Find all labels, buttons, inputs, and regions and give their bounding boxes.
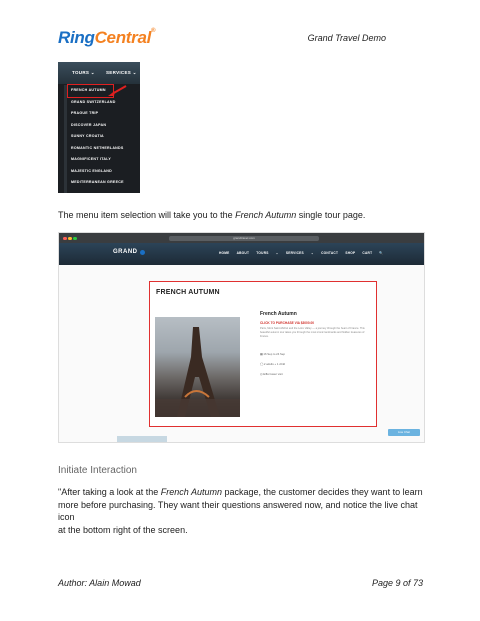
- paragraph-line-1: "After taking a look at the French Autumn package, the customer decides they want to learn: [58, 487, 423, 497]
- paragraph-intro: The menu item selection will take you to the French Autumn single tour page.: [58, 210, 366, 220]
- eiffel-tower-icon: [155, 317, 240, 417]
- menu-item-french-autumn[interactable]: FRENCH AUTUMN: [68, 85, 113, 97]
- person-icon: ◯: [260, 362, 264, 366]
- paragraph-interaction: [58, 486, 428, 536]
- tab-tours[interactable]: TOURS ⌄: [72, 70, 95, 75]
- ringcentral-logo: RingCentral®: [58, 28, 156, 47]
- tour-content-card: [149, 281, 377, 427]
- tour-people: ◯ 2 adults + 1 child: [260, 362, 285, 366]
- brand-logo-icon: [140, 250, 145, 255]
- site-navbar: [59, 243, 424, 265]
- menu-strip: [64, 85, 67, 193]
- website-screenshot: [58, 232, 425, 443]
- page-heading: FRENCH AUTUMN: [156, 289, 220, 296]
- calendar-icon: ▦: [260, 352, 264, 356]
- tour-dates: ▦ 16 Sep to 24 Sep: [260, 352, 286, 356]
- eiffel-tower-photo: [155, 317, 240, 417]
- menu-item-sunny-croatia[interactable]: SUNNY CROATIA: [71, 134, 104, 138]
- section-heading: Initiate Interaction: [58, 465, 137, 476]
- tour-highlight: ◎ Eiffel tower visit: [260, 372, 283, 376]
- maximize-dot-icon: [73, 237, 77, 241]
- location-icon: ◎: [260, 372, 264, 376]
- tour-description: Paris, Mont Saint-Michel and the Loire Valley — a journey through the heart of France. This beautiful autumn tour takes you through the most iconic landmarks and hidden treasures of France.: [260, 327, 365, 338]
- menu-item-romantic-netherlands[interactable]: ROMANTIC NETHERLANDS: [71, 145, 124, 150]
- menu-item-mediterranean-greece[interactable]: MEDITERRANEAN GREECE: [71, 180, 124, 184]
- browser-chrome: [59, 233, 424, 243]
- close-dot-icon: [63, 237, 67, 241]
- document-title: Grand Travel Demo: [307, 33, 386, 43]
- site-nav-links[interactable]: HOME ABOUT TOURS ⌄ SERVICES ⌄ CONTACT SHOP CART 🔍: [219, 251, 384, 255]
- bottom-tab: [117, 436, 167, 442]
- paragraph-line-2: more before purchasing. They want their questions answered now, and notice the live chat icon: [58, 499, 418, 522]
- menu-item-grand-switzerland[interactable]: GRAND SWITZERLAND: [71, 99, 116, 104]
- tour-title: French Autumn: [260, 311, 297, 317]
- red-arrow-icon: [106, 84, 128, 98]
- paragraph-line-3: at the bottom right of the screen.: [58, 524, 188, 535]
- menu-topbar: [58, 62, 140, 84]
- address-bar[interactable]: grandtravel.com: [169, 236, 319, 241]
- menu-item-prague-trip[interactable]: PRAGUE TRIP: [71, 111, 99, 115]
- tab-services[interactable]: SERVICES ⌄: [106, 70, 137, 75]
- menu-screenshot: [58, 62, 140, 193]
- footer-author: Author: Alain Mowad: [58, 578, 141, 588]
- live-chat-button[interactable]: Live Chat: [388, 429, 420, 436]
- dropdown-menu: [68, 85, 140, 189]
- menu-item-magnificent-italy[interactable]: MAGNIFICENT ITALY: [71, 157, 111, 161]
- site-brand[interactable]: GRAND: [113, 249, 138, 255]
- menu-item-majestic-england[interactable]: MAJESTIC ENGLAND: [71, 168, 112, 173]
- minimize-dot-icon: [68, 237, 72, 241]
- purchase-link[interactable]: CLICK TO PURCHASE VIA $3000.00: [260, 321, 315, 325]
- menu-item-discover-japan[interactable]: DISCOVER JAPAN: [71, 122, 107, 127]
- footer-page-number: Page 9 of 73: [371, 578, 423, 588]
